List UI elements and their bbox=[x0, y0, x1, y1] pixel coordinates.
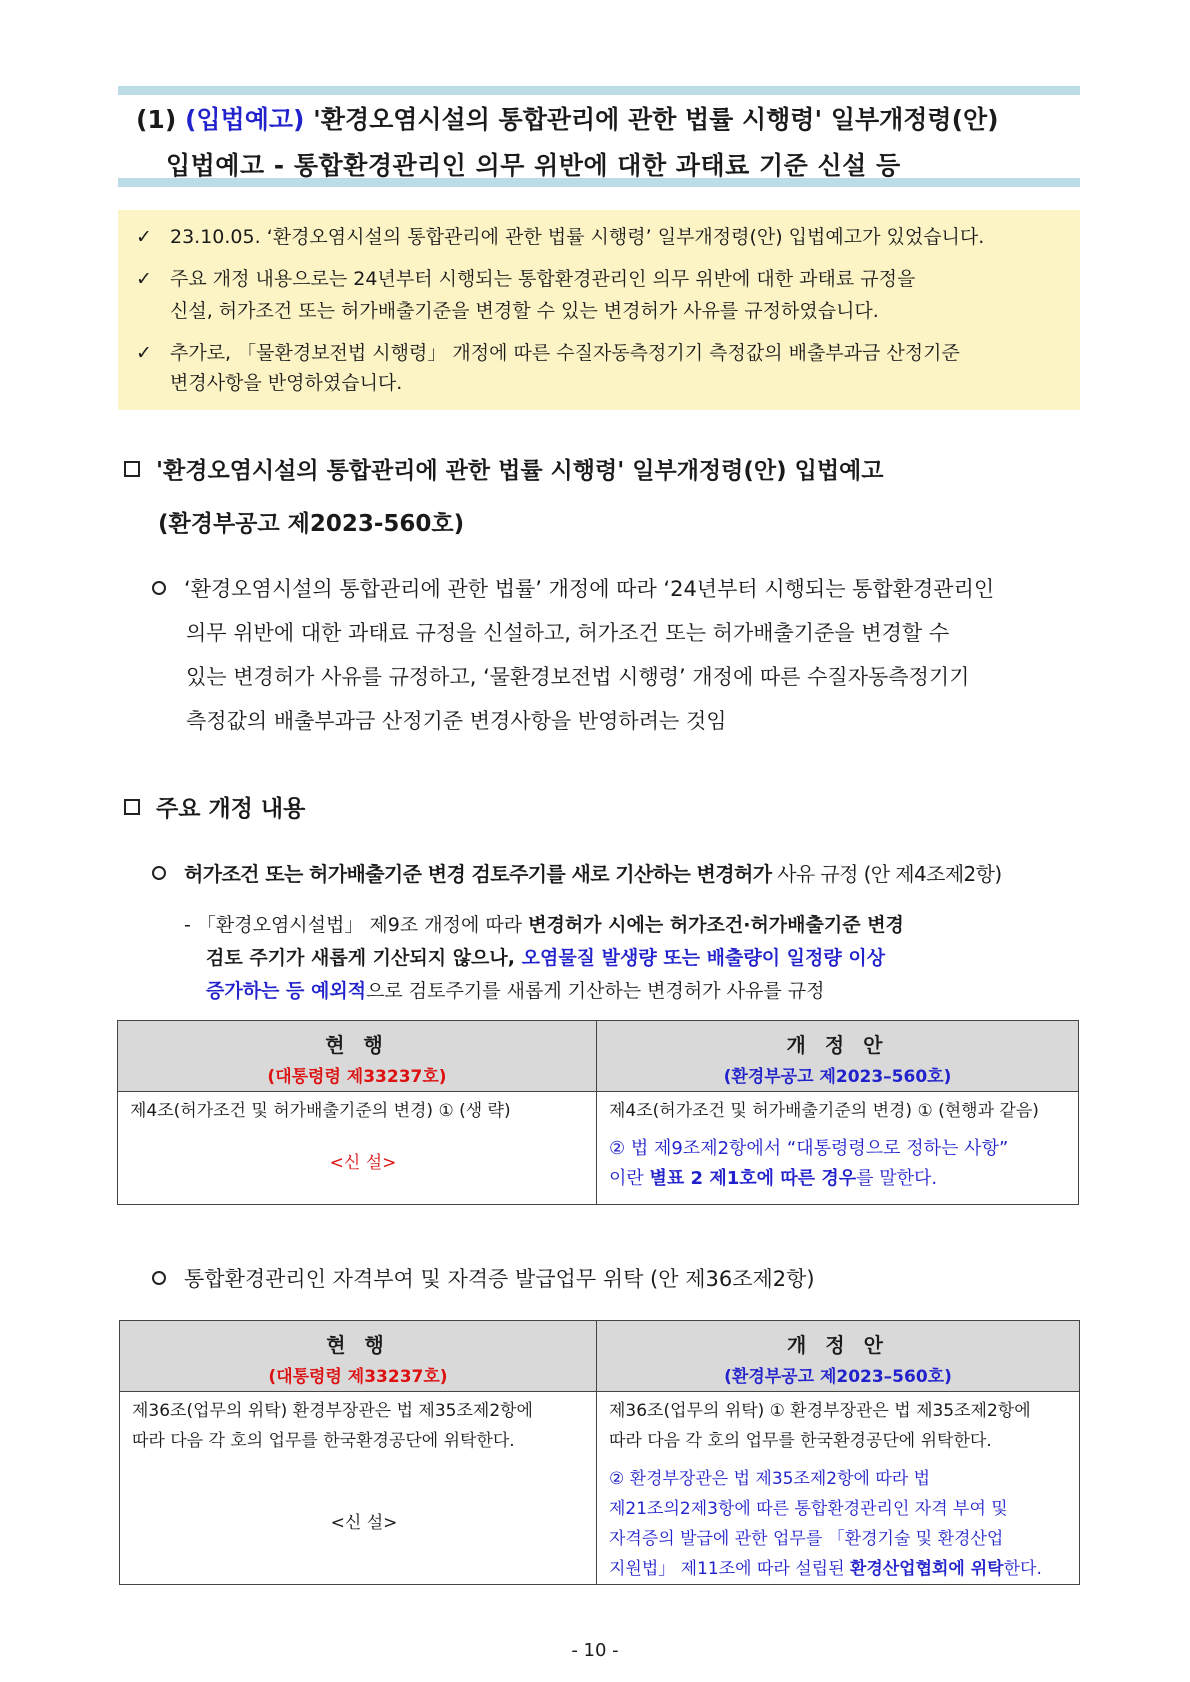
check-icon: ✓ bbox=[136, 226, 152, 248]
summary-text: 주요 개정 내용으로는 24년부터 시행되는 통합환경관리인 의무 위반에 대한 과태료 규정을 bbox=[170, 268, 916, 290]
table2-proposed-cell bbox=[597, 1392, 1080, 1585]
cell-text: 제4조(허가조건 및 허가배출기준의 변경) ① (생 략) bbox=[130, 1101, 511, 1121]
cell-text: 이란 bbox=[609, 1168, 650, 1189]
section1-heading-text: '환경오염시설의 통합관리에 관한 법률 시행령' 일부개정령(안) 입법예고 bbox=[156, 458, 884, 484]
section1-heading-sub: (환경부공고 제2023-560호) bbox=[158, 511, 465, 537]
cell-bold: 환경산업협회에 위탁 bbox=[849, 1559, 1004, 1579]
square-bullet-icon bbox=[124, 799, 140, 815]
check-icon: ✓ bbox=[136, 342, 152, 364]
table2-current-cell bbox=[120, 1392, 597, 1585]
head-sub: (대통령령 제33237호) bbox=[267, 1067, 447, 1087]
check-icon: ✓ bbox=[136, 268, 152, 290]
section2-item2 bbox=[152, 1263, 815, 1293]
detail-text: - 「환경오염시설법」 제9조 개정에 따라 bbox=[184, 914, 529, 936]
item1-detail-line2 bbox=[206, 943, 885, 970]
summary-item-2-cont: 신설, 허가조건 또는 허가배출기준을 변경할 수 있는 변경허가 사유를 규정하였습니다. bbox=[170, 300, 879, 322]
cell-text-blue: ② 환경부장관은 법 제35조제2항에 따라 법 bbox=[609, 1469, 931, 1489]
summary-text: 23.10.05. ‘환경오염시설의 통합관리에 관한 법률 시행령’ 일부개정령(안) 입법예고가 있었습니다. bbox=[170, 226, 985, 248]
table2-head-proposed bbox=[597, 1321, 1080, 1392]
document-title-line2: 입법예고 - 통합환경관리인 의무 위반에 대한 과태료 기준 신설 등 bbox=[166, 151, 901, 180]
cell-text: 제36조(업무의 위탁) 환경부장관은 법 제35조제2항에 bbox=[132, 1401, 533, 1421]
head-label: 현 행 bbox=[325, 1033, 389, 1057]
head-sub: (환경부공고 제2023–560호) bbox=[724, 1367, 952, 1387]
section1-para-line3: 있는 변경허가 사유를 규정하고, ‘물환경보전법 시행령’ 개정에 따른 수질자동측정기기 bbox=[186, 665, 970, 689]
cell-bold: 별표 2 제1호에 따른 경우 bbox=[649, 1168, 857, 1189]
section2-heading bbox=[124, 790, 305, 823]
detail-text: 으로 검토주기를 새롭게 기산하는 변경허가 사유를 규정 bbox=[366, 980, 825, 1002]
item1-detail-line3 bbox=[206, 976, 824, 1003]
summary-item-2 bbox=[136, 262, 915, 297]
document-title-line1 bbox=[136, 100, 999, 136]
cell-text: 제36조(업무의 위탁) ① 환경부장관은 법 제35조제2항에 bbox=[609, 1401, 1031, 1421]
section2-item1 bbox=[152, 858, 1002, 887]
head-label: 현 행 bbox=[326, 1333, 390, 1357]
cell-text: 지원법」 제11조에 따라 설립된 bbox=[609, 1559, 850, 1579]
table1-current-cell bbox=[118, 1092, 597, 1205]
head-sub: (환경부공고 제2023–560호) bbox=[723, 1067, 952, 1087]
cell-text-blue: 제21조의2제3항에 따른 통합환경관리인 자격 부여 및 bbox=[609, 1499, 1008, 1519]
cell-text: 를 말한다. bbox=[856, 1168, 938, 1189]
new-marker: <신 설> bbox=[330, 1513, 398, 1533]
cell-text-blue-line bbox=[597, 1554, 1079, 1584]
cell-text: 제4조(허가조건 및 허가배출기준의 변경) ① (현행과 같음) bbox=[609, 1101, 1039, 1121]
section1-para-line4: 측정값의 배출부과금 산정기준 변경사항을 반영하려는 것임 bbox=[186, 709, 727, 733]
para-text: ‘환경오염시설의 통합관리에 관한 법률’ 개정에 따라 ‘24년부터 시행되는 통합환경관리인 bbox=[184, 577, 995, 601]
cell-text-blue: ② 법 제9조제2항에서 “대통령령으로 정하는 사항” bbox=[609, 1138, 1009, 1159]
item1-bold: 허가조건 또는 허가배출기준 변경 검토주기를 새로 기산하는 변경허가 bbox=[184, 862, 772, 886]
head-label: 개 정 안 bbox=[787, 1333, 889, 1357]
cell-text: 한다. bbox=[1003, 1559, 1042, 1579]
circle-bullet-icon bbox=[152, 1271, 166, 1285]
section1-para-line2: 의무 위반에 대한 과태료 규정을 신설하고, 허가조건 또는 허가배출기준을 변경할 수 bbox=[186, 621, 950, 645]
summary-text: 추가로, 「물환경보전법 시행령」 개정에 따른 수질자동측정기기 측정값의 배출부과금 산정기준 bbox=[170, 342, 960, 364]
item1-detail-line1 bbox=[184, 910, 904, 937]
comparison-table-2 bbox=[119, 1320, 1080, 1585]
detail-blue-bold: 증가하는 등 예외적 bbox=[206, 980, 367, 1002]
title-number: (1) bbox=[136, 105, 177, 134]
circle-bullet-icon bbox=[152, 581, 166, 595]
detail-blue-bold: 오염물질 발생량 또는 배출량이 일정량 이상 bbox=[521, 947, 886, 969]
item2-text: 통합환경관리인 자격부여 및 자격증 발급업무 위탁 (안 제36조제2항) bbox=[184, 1267, 815, 1291]
new-marker: <신 설> bbox=[329, 1153, 397, 1173]
cell-text: 따라 다음 각 호의 업무를 한국환경공단에 위탁한다. bbox=[609, 1431, 992, 1451]
summary-item-3-cont: 변경사항을 반영하였습니다. bbox=[170, 372, 403, 394]
cell-text-blue: 자격증의 발급에 관한 업무를 「환경기술 및 환경산업 bbox=[609, 1529, 1004, 1549]
section1-heading bbox=[124, 452, 883, 485]
square-bullet-icon bbox=[124, 461, 140, 477]
comparison-table-1 bbox=[117, 1020, 1079, 1205]
detail-bold: 변경허가 시에는 허가조건·허가배출기준 변경 bbox=[528, 914, 904, 936]
cell-text-blue-line bbox=[597, 1164, 1078, 1194]
head-sub: (대통령령 제33237호) bbox=[268, 1367, 448, 1387]
section2-heading-text: 주요 개정 내용 bbox=[156, 796, 306, 822]
title-tag: (입법예고) bbox=[184, 105, 305, 134]
detail-bold: 검토 주기가 새롭게 기산되지 않으나, bbox=[206, 947, 522, 969]
table1-head-proposed bbox=[597, 1021, 1079, 1092]
table2-head-current bbox=[120, 1321, 597, 1392]
circle-bullet-icon bbox=[152, 866, 166, 880]
item1-rest: 사유 규정 (안 제4조제2항) bbox=[771, 862, 1002, 886]
head-label: 개 정 안 bbox=[786, 1033, 889, 1057]
page-number: - 10 - bbox=[571, 1640, 619, 1661]
table1-head-current bbox=[118, 1021, 597, 1092]
summary-item-1 bbox=[136, 220, 984, 255]
cell-text: 따라 다음 각 호의 업무를 한국환경공단에 위탁한다. bbox=[132, 1431, 515, 1451]
section1-para-line1 bbox=[152, 567, 994, 611]
title-text: '환경오염시설의 통합관리에 관한 법률 시행령' 일부개정령(안) bbox=[313, 105, 999, 134]
table1-proposed-cell bbox=[597, 1092, 1079, 1205]
